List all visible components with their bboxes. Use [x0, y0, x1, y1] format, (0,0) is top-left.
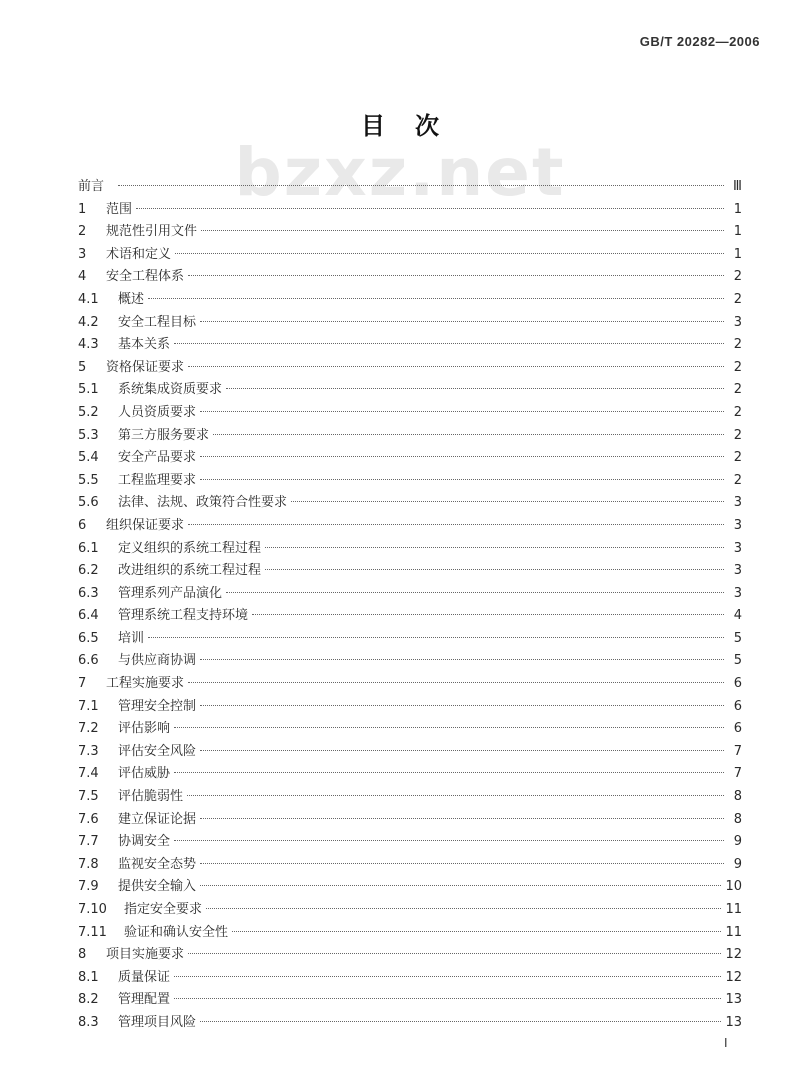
dot-leader [174, 772, 724, 773]
toc-entry-label: 组织保证要求 [106, 517, 185, 533]
toc-entry-number: 2 [78, 224, 87, 240]
dot-leader [174, 727, 724, 728]
toc-entry-page: 2 [733, 269, 742, 285]
toc-entry-number: 8.1 [78, 969, 99, 985]
toc-entry-label: 评估威胁 [118, 766, 171, 782]
toc-entry-number: 1 [78, 201, 87, 217]
dot-leader [200, 1021, 721, 1022]
dot-leader [200, 456, 724, 457]
toc-entry-number: 8 [78, 947, 87, 963]
toc-entry[interactable] [78, 876, 742, 899]
toc-entry[interactable] [78, 899, 742, 922]
toc-entry-page: 2 [733, 427, 742, 443]
toc-entry[interactable] [78, 650, 742, 673]
toc-entry-number: 7.4 [78, 766, 99, 782]
toc-entry-page: 9 [733, 834, 742, 850]
toc-entry-label: 验证和确认安全性 [124, 924, 229, 940]
toc-entry-number: 7.1 [78, 698, 99, 714]
toc-entry-number: 6.3 [78, 585, 99, 601]
dot-leader [148, 637, 724, 638]
toc-entry-label: 系统集成资质要求 [118, 382, 223, 398]
toc-entry-number: 5.1 [78, 382, 99, 398]
dot-leader [226, 388, 724, 389]
toc-entry-label: 工程监理要求 [118, 472, 197, 488]
toc-entry-number: 4.1 [78, 291, 99, 307]
toc-entry-label: 范围 [106, 201, 133, 217]
toc-entry[interactable] [78, 741, 742, 764]
toc-entry[interactable] [78, 515, 742, 538]
toc-entry-page: 12 [725, 947, 742, 963]
toc-entry[interactable] [78, 696, 742, 719]
toc-entry-label: 培训 [118, 630, 145, 646]
toc-entry-label: 规范性引用文件 [106, 224, 198, 240]
dot-leader [291, 501, 724, 502]
toc-entry[interactable] [78, 605, 742, 628]
dot-leader [200, 885, 721, 886]
toc-entry[interactable] [78, 560, 742, 583]
page-number: I [724, 1036, 728, 1050]
dot-leader [265, 547, 724, 548]
toc-entry-label: 管理配置 [118, 992, 171, 1008]
toc-entry-number: 7.7 [78, 834, 99, 850]
dot-leader [188, 275, 724, 276]
toc-entry-page: 3 [733, 517, 742, 533]
dot-leader [206, 908, 721, 909]
toc-entry-number: 6.2 [78, 563, 99, 579]
toc-entry-label: 质量保证 [118, 969, 171, 985]
toc-entry-number: 7.11 [78, 924, 107, 940]
page-title: 目次 [361, 112, 469, 140]
dot-leader [200, 863, 724, 864]
toc-entry-number: 7.10 [78, 902, 107, 917]
toc-entry-number: 7.9 [78, 879, 99, 895]
toc-entry[interactable] [78, 583, 742, 606]
toc-entry-page: 6 [733, 721, 742, 737]
toc-entry-number: 8.2 [78, 992, 99, 1008]
toc-entry[interactable] [78, 628, 742, 651]
toc-entry-page: 2 [733, 337, 742, 353]
toc-entry-label: 安全产品要求 [118, 450, 197, 466]
toc-entry-label: 与供应商协调 [118, 653, 197, 669]
toc-entry-label: 评估安全风险 [118, 743, 197, 759]
toc-entry-label: 管理系统工程支持环境 [118, 608, 249, 624]
toc-entry-page: 4 [733, 608, 742, 624]
toc-entry-label: 协调安全 [118, 834, 171, 850]
toc-entry-label: 基本关系 [118, 337, 171, 353]
dot-leader [188, 682, 724, 683]
toc-entry-page: 11 [725, 924, 742, 940]
dot-leader [118, 185, 724, 186]
toc-entry-number: 6.4 [78, 608, 99, 624]
toc-entry[interactable] [78, 334, 742, 357]
toc-entry-page: 5 [733, 630, 742, 646]
toc-entry-number: 7.5 [78, 789, 99, 805]
toc-entry[interactable] [78, 289, 742, 312]
dot-leader [226, 592, 724, 593]
toc-entry-page: 3 [733, 563, 742, 579]
dot-leader [200, 818, 724, 819]
dot-leader [175, 253, 724, 254]
toc-entry-number: 6.5 [78, 630, 99, 646]
toc-entry-label: 评估影响 [118, 721, 171, 737]
toc-entry-number: 4 [78, 269, 87, 285]
toc-entry-label: 定义组织的系统工程过程 [118, 540, 262, 556]
toc-entry[interactable] [78, 944, 742, 967]
toc-entry[interactable] [78, 922, 742, 945]
toc-entry-label: 改进组织的系统工程过程 [118, 563, 262, 579]
toc-entry[interactable] [78, 176, 742, 199]
toc-entry-number: 6.1 [78, 540, 99, 556]
dot-leader [188, 953, 721, 954]
toc-entry-page: 12 [725, 969, 742, 985]
toc-entry-page: 2 [733, 359, 742, 375]
toc-entry-page: 9 [733, 856, 742, 872]
dot-leader [200, 479, 724, 480]
toc-entry-label: 人员资质要求 [118, 404, 197, 420]
toc-entry[interactable] [78, 312, 742, 335]
toc-entry-label: 资格保证要求 [106, 359, 185, 375]
toc-entry-label: 安全工程目标 [118, 314, 197, 330]
toc-entry-label: 管理项目风险 [118, 1014, 197, 1030]
toc-entry-page: 2 [733, 450, 742, 466]
toc-entry-number: 5.5 [78, 472, 99, 488]
toc-entry[interactable] [78, 447, 742, 470]
toc-entry-label: 管理系列产品演化 [118, 585, 223, 601]
toc-entry-page: 2 [733, 291, 742, 307]
toc-entry[interactable] [78, 357, 742, 380]
toc-entry-number: 5.3 [78, 427, 99, 443]
toc-entry-number: 6.6 [78, 653, 99, 669]
toc-entry[interactable] [78, 763, 742, 786]
toc-entry-page: 1 [733, 201, 742, 217]
dot-leader [232, 931, 721, 932]
toc-entry-label: 提供安全输入 [118, 879, 197, 895]
toc-entry[interactable] [78, 492, 742, 515]
toc-entry-label: 管理安全控制 [118, 698, 197, 714]
toc-entry-number: 3 [78, 246, 87, 262]
toc-entry-number: 4.2 [78, 314, 99, 330]
toc-entry-page: 11 [725, 902, 742, 917]
toc-entry-page: 6 [733, 698, 742, 714]
toc-entry-number: 7.6 [78, 811, 99, 827]
toc-entry[interactable] [78, 989, 742, 1012]
toc-entry[interactable] [78, 199, 742, 222]
toc-entry-label: 概述 [118, 291, 145, 307]
toc-entry-page: 2 [733, 472, 742, 488]
toc-entry-number: 5.2 [78, 404, 99, 420]
dot-leader [200, 659, 724, 660]
dot-leader [188, 366, 724, 367]
toc-entry[interactable] [78, 673, 742, 696]
toc-entry-label: 建立保证论据 [118, 811, 197, 827]
toc-entry-page: 3 [733, 540, 742, 556]
toc-entry-page: 5 [733, 653, 742, 669]
standard-number: GB/T 20282—2006 [639, 34, 760, 49]
dot-leader [174, 840, 724, 841]
toc-entry[interactable] [78, 1012, 742, 1035]
toc-entry[interactable] [78, 538, 742, 561]
dot-leader [174, 343, 724, 344]
dot-leader [148, 298, 724, 299]
toc-entry-label: 评估脆弱性 [118, 789, 184, 805]
toc-entry-page: 3 [733, 314, 742, 330]
dot-leader [200, 411, 724, 412]
dot-leader [213, 434, 724, 435]
toc-entry-page: 8 [733, 811, 742, 827]
dot-leader [174, 976, 721, 977]
toc-entry-page: 7 [733, 766, 742, 782]
toc-entry-number: 8.3 [78, 1014, 99, 1030]
toc-entry[interactable] [78, 221, 742, 244]
toc-entry[interactable] [78, 379, 742, 402]
toc-entry[interactable] [78, 831, 742, 854]
toc-entry-page: 3 [733, 495, 742, 511]
toc-entry[interactable] [78, 470, 742, 493]
dot-leader [200, 705, 724, 706]
toc-entry-number: 6 [78, 517, 87, 533]
dot-leader [200, 750, 724, 751]
toc-entry-number: 7.8 [78, 856, 99, 872]
toc-entry[interactable] [78, 718, 742, 741]
table-of-contents [78, 176, 742, 1035]
toc-entry-label: 工程实施要求 [106, 676, 185, 692]
dot-leader [265, 569, 724, 570]
dot-leader [252, 614, 724, 615]
toc-entry-label: 监视安全态势 [118, 856, 197, 872]
toc-entry[interactable] [78, 854, 742, 877]
toc-entry-page: 8 [733, 789, 742, 805]
toc-entry[interactable] [78, 425, 742, 448]
toc-entry-label: 项目实施要求 [106, 947, 185, 963]
dot-leader [200, 321, 724, 322]
toc-entry-number: 5.4 [78, 450, 99, 466]
toc-entry[interactable] [78, 402, 742, 425]
toc-entry-page: 13 [725, 1014, 742, 1030]
toc-entry[interactable] [78, 244, 742, 267]
toc-entry-label: 术语和定义 [106, 246, 172, 262]
toc-entry-label: 法律、法规、政策符合性要求 [118, 495, 288, 511]
toc-entry[interactable] [78, 266, 742, 289]
toc-entry-page: 2 [733, 404, 742, 420]
toc-entry[interactable] [78, 967, 742, 990]
toc-entry-page: 7 [733, 743, 742, 759]
dot-leader [187, 795, 724, 796]
toc-entry-page: 13 [725, 992, 742, 1008]
toc-entry-number: 7.3 [78, 743, 99, 759]
toc-entry-number: 7.2 [78, 721, 99, 737]
toc-entry-number: 5.6 [78, 495, 99, 511]
toc-entry-number: 前言 [78, 179, 105, 194]
toc-entry[interactable] [78, 809, 742, 832]
toc-entry[interactable] [78, 786, 742, 809]
toc-entry-page: 3 [733, 585, 742, 601]
toc-entry-number: 7 [78, 676, 87, 692]
toc-entry-label: 安全工程体系 [106, 269, 185, 285]
toc-entry-number: 5 [78, 359, 87, 375]
dot-leader [188, 524, 724, 525]
toc-entry-page: 2 [733, 382, 742, 398]
dot-leader [174, 998, 721, 999]
toc-entry-page: 1 [733, 246, 742, 262]
toc-entry-page: 6 [733, 676, 742, 692]
toc-entry-page: 1 [733, 224, 742, 240]
toc-entry-label: 指定安全要求 [124, 902, 203, 917]
toc-entry-page: Ⅲ [733, 179, 742, 194]
watermark: bzxz.net [234, 134, 566, 211]
toc-entry-page: 10 [725, 879, 742, 895]
toc-entry-number: 4.3 [78, 337, 99, 353]
dot-leader [201, 230, 724, 231]
dot-leader [136, 208, 724, 209]
toc-entry-label: 第三方服务要求 [118, 427, 210, 443]
